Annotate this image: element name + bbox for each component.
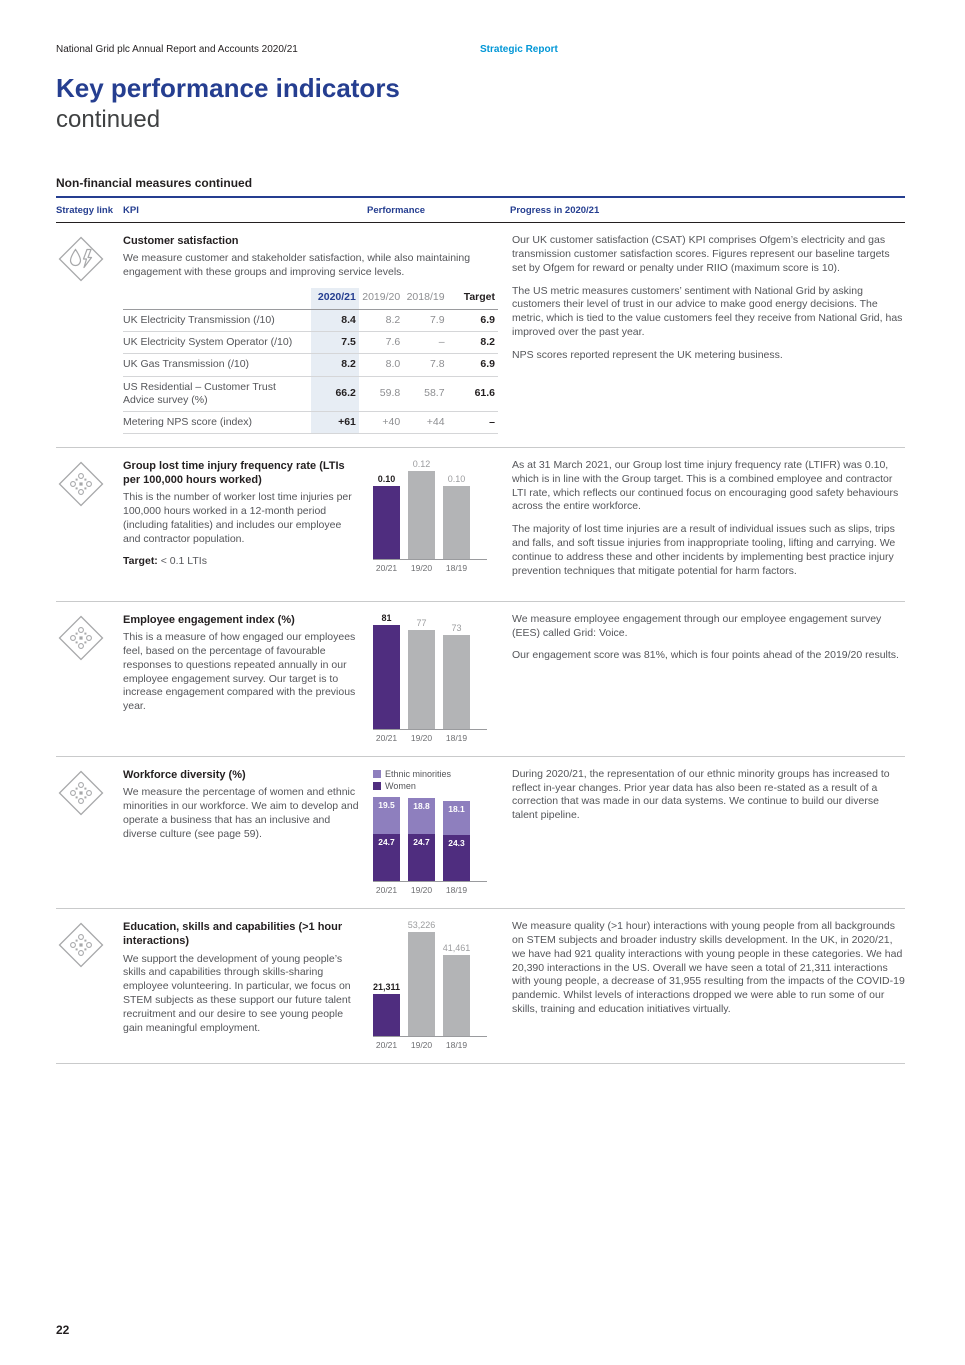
diamond-network-dots-icon (58, 922, 104, 968)
progress-paragraph: The majority of lost time injuries are a result of individual issues such as slips, trips and falls, and soft tissue injuries from inappropriate tooling, lifting and carrying. We continue to address these and other incidents by implementing best practice injury prevention techniques that mitigate potential for harm factors. (512, 523, 896, 577)
category-label: 18/19 (445, 1040, 468, 1051)
legend-swatch (373, 770, 381, 778)
kpi-target (123, 555, 361, 569)
strategy-link-cell (56, 768, 123, 895)
diamond-network-dots-icon (58, 615, 104, 661)
stacked-bar-column (443, 801, 470, 881)
table-row (123, 310, 498, 332)
diversity-stacked-bar-chart (373, 768, 487, 895)
kpi-row-education-skills (56, 909, 905, 1064)
running-head: National Grid plc Annual Report and Accounts 2020/21 (56, 44, 298, 55)
progress-cell (498, 920, 905, 1050)
kpi-text (123, 613, 361, 743)
value-2018-19: 58.7 (403, 376, 447, 411)
bar-value-label: 73 (451, 622, 462, 633)
category-label: 20/21 (375, 1040, 398, 1051)
value-target: – (448, 411, 498, 433)
page-title-line1: Key performance indicators (56, 73, 400, 103)
category-label: 19/20 (410, 1040, 433, 1051)
stacked-bar-column (373, 797, 400, 881)
value-2019-20: 59.8 (359, 376, 403, 411)
table-row (123, 354, 498, 376)
value-2018-19: 7.9 (403, 310, 447, 332)
progress-paragraph: We measure employee engagement through our employee engagement survey (EES) called Grid: Voice. (512, 612, 882, 639)
kpi-cell (123, 768, 498, 895)
table-row (123, 332, 498, 354)
bar-column (373, 613, 400, 729)
diamond-network-dots-icon (58, 461, 104, 507)
value-2019-20: 7.6 (359, 332, 403, 354)
value-2019-20: +40 (359, 411, 403, 433)
bar-column (373, 982, 400, 1036)
chart-category-axis (373, 733, 487, 743)
strategy-link-cell (56, 613, 123, 743)
chart-plot-area (373, 459, 487, 560)
strategy-link-cell (56, 234, 123, 434)
kpi-title: Customer satisfaction (123, 234, 239, 247)
value-target: 6.9 (448, 310, 498, 332)
target-value: < 0.1 LTIs (160, 554, 207, 567)
category-label: 20/21 (375, 885, 398, 896)
year-header-2018-19: 2018/19 (403, 288, 447, 310)
value-target: 6.9 (448, 354, 498, 376)
bar (408, 932, 435, 1036)
stacked-bar-column (408, 798, 435, 881)
kpi-title: Education, skills and capabilities (>1 hour interactions) (123, 921, 343, 948)
table-header-row (123, 288, 498, 310)
kpi-description: This is the number of worker lost time injuries per 100,000 hours worked in a 12-month period (including fatalities) and includes our employee and contractor population. (123, 491, 352, 546)
progress-paragraph: The US metric measures customers’ sentiment with National Grid by asking customers their level of trust in our advice to make good energy decisions. The metric, which is tied to the value customers feel they receive from National Grid, has improved over the past year. (512, 284, 903, 339)
kpi-description: We support the development of young people’s skills and capabilities through skills-sharing employee volunteering. In particular, we focus on STEM subjects as these support our future talent recruitment and our desire to see young people gain meaningful employment. (123, 952, 351, 1034)
progress-paragraph: As at 31 March 2021, our Group lost time injury frequency rate (LTIFR) was 0.10, which is in line with the Group target. This is a combined employee and contractor LTI rate, which reflects our continued focus on encouraging good safety behaviours across the entire workforce. (512, 458, 899, 513)
category-label: 18/19 (445, 562, 468, 573)
bar-column (443, 943, 470, 1036)
value-2020-21: 66.2 (311, 376, 359, 411)
chart-category-axis (373, 563, 487, 573)
legend-label: Women (385, 780, 416, 791)
bar-column (443, 623, 470, 729)
category-label: 20/21 (375, 562, 398, 573)
bar (408, 471, 435, 559)
chart-category-axis (373, 885, 487, 895)
bar (408, 630, 435, 729)
kpi-cell (123, 459, 498, 588)
lti-bar-chart (373, 459, 487, 588)
kpi-row-workforce-diversity (56, 757, 905, 909)
legend-item (373, 768, 487, 780)
category-label: 19/20 (410, 732, 433, 743)
engagement-bar-chart (373, 613, 487, 743)
table-row (123, 411, 498, 433)
kpi-title: Group lost time injury frequency rate (LTIs per 100,000 hours worked) (123, 459, 345, 487)
bar-column (408, 618, 435, 729)
value-2018-19: +44 (403, 411, 447, 433)
progress-paragraph: NPS scores reported represent the UK metering business. (512, 349, 783, 361)
kpi-text (123, 459, 361, 588)
value-2019-20: 8.0 (359, 354, 403, 376)
legend-label: Ethnic minorities (385, 768, 452, 779)
bar-column (373, 474, 400, 559)
chart-legend (373, 768, 487, 792)
category-label: 20/21 (375, 732, 398, 743)
empty-header-cell (123, 288, 311, 310)
bar-value-label: 41,461 (442, 943, 471, 954)
category-label: 19/20 (410, 562, 433, 573)
row-label: UK Electricity Transmission (/10) (123, 310, 311, 332)
page-footer (56, 1321, 69, 1339)
strategy-link-cell (56, 920, 123, 1050)
target-header: Target (448, 288, 498, 310)
bar-segment: 18.1 (443, 801, 470, 835)
kpi-cell (123, 920, 498, 1050)
progress-cell (498, 768, 905, 895)
value-2019-20: 8.2 (359, 310, 403, 332)
bar-value-label: 21,311 (372, 982, 401, 993)
bar (443, 635, 470, 729)
page-number: 22 (56, 1323, 70, 1337)
bar-value-label: 81 (381, 612, 392, 623)
bar-segment: 24.7 (373, 834, 400, 881)
bar (373, 994, 400, 1036)
kpi-row-employee-engagement (56, 602, 905, 757)
education-bar-chart (373, 920, 487, 1050)
value-2020-21: 8.4 (311, 310, 359, 332)
value-2018-19: – (403, 332, 447, 354)
page-header (56, 44, 905, 55)
strategy-link-cell (56, 459, 123, 588)
table-row (123, 376, 498, 411)
progress-paragraph: We measure quality (>1 hour) interactions with young people from all backgrounds on STEM subjects and broader industry skills development. In the UK, in 2020/21, we have had 921 quality interactions with young people in these categories. We had 20,390 interactions in the US. Overall we have seen a total of 21,311 interactions with young people, a decrease of 31,955 resulting from the impacts of the COVID-19 pandemic. Whilst levels of interactions dropped we were able to run some of our skills, training and education initiatives virtually. (512, 920, 905, 1016)
bar-value-label: 0.10 (447, 473, 466, 484)
year-header-2019-20: 2019/20 (359, 288, 403, 310)
value-target: 8.2 (448, 332, 498, 354)
progress-cell (498, 459, 905, 588)
chart-plot-area (373, 920, 487, 1037)
row-label: Metering NPS score (index) (123, 411, 311, 433)
progress-paragraph: Our UK customer satisfaction (CSAT) KPI comprises Ofgem’s electricity and gas transmission customer satisfaction scores. Figures represent our baseline targets set by Ofgem for reward or penalty under RIIO (maximum score is 10). (512, 233, 890, 274)
row-label: UK Gas Transmission (/10) (123, 354, 311, 376)
bar-segment: 18.8 (408, 798, 435, 834)
section-label: Strategic Report (480, 44, 558, 55)
category-label: 18/19 (445, 885, 468, 896)
category-label: 18/19 (445, 732, 468, 743)
column-header-strategy-link: Strategy link (56, 204, 114, 216)
kpi-cell (123, 613, 498, 743)
chart-category-axis (373, 1040, 487, 1050)
kpi-title: Workforce diversity (%) (123, 768, 246, 781)
value-2020-21: +61 (311, 411, 359, 433)
kpi-cell (123, 234, 498, 434)
section-heading: Non-financial measures continued (56, 175, 253, 190)
row-label: UK Electricity System Operator (/10) (123, 332, 311, 354)
kpi-text (123, 768, 361, 895)
progress-paragraph: Our engagement score was 81%, which is four points ahead of the 2019/20 results. (512, 649, 899, 662)
kpi-description: We measure the percentage of women and ethnic minorities in our workforce. We aim to develop and operate a business that has an inclusive and diverse culture (see page 59). (123, 786, 359, 840)
progress-cell (498, 234, 905, 434)
bar-column (408, 920, 435, 1036)
kpi-description: This is a measure of how engaged our employees feel, based on the percentage of favourable responses to questions repeated annually in our employee engagement survey. Our target is to increase engagement compared with the previous year. (123, 631, 356, 713)
diamond-network-dots-icon (58, 770, 104, 816)
row-label: US Residential – Customer Trust Advice survey (%) (123, 376, 311, 411)
page-title-line2: continued (56, 105, 161, 133)
kpi-description: We measure customer and stakeholder satisfaction, while also maintaining engagement with these groups and improving service levels. (123, 252, 471, 279)
kpi-title: Employee engagement index (%) (123, 613, 295, 626)
value-2020-21: 7.5 (311, 332, 359, 354)
legend-item (373, 780, 487, 792)
customer-satisfaction-performance-table (123, 288, 498, 434)
year-header-2020-21: 2020/21 (311, 288, 359, 310)
bar-value-label: 0.10 (377, 473, 396, 484)
bar-segment: 24.3 (443, 835, 470, 881)
kpi-table-column-headers (56, 198, 905, 223)
bar-segment: 24.7 (408, 834, 435, 881)
bar-value-label: 77 (416, 617, 427, 628)
legend-swatch (373, 782, 381, 790)
bar-column (408, 459, 435, 559)
bar (373, 625, 400, 729)
value-2018-19: 7.8 (403, 354, 447, 376)
kpi-row-customer-satisfaction (56, 223, 905, 448)
column-header-kpi: KPI (123, 204, 139, 216)
bar (373, 486, 400, 559)
bar-column (443, 474, 470, 559)
chart-plot-area (373, 797, 487, 882)
progress-paragraph: During 2020/21, the representation of our ethnic minority groups has increased to reflect in-year changes. Prior year data has also been re-stated as a result of a correction that was made in our data systems. We continue to build our diverse talent pipeline. (512, 767, 890, 822)
column-header-performance: Performance (367, 204, 426, 216)
chart-plot-area (373, 613, 487, 730)
kpi-text (123, 920, 361, 1050)
value-target: 61.6 (448, 376, 498, 411)
bar (443, 955, 470, 1036)
bar (443, 486, 470, 559)
page-title (56, 73, 905, 134)
diamond-droplet-bolt-icon (58, 236, 104, 282)
target-label: Target: (123, 554, 158, 567)
bar-value-label: 0.12 (412, 458, 431, 469)
column-header-progress: Progress in 2020/21 (510, 204, 600, 216)
bar-value-label: 53,226 (407, 920, 436, 931)
bar-segment: 19.5 (373, 797, 400, 834)
category-label: 19/20 (410, 885, 433, 896)
value-2020-21: 8.2 (311, 354, 359, 376)
kpi-row-lost-time-injury (56, 448, 905, 602)
progress-cell (498, 613, 905, 743)
